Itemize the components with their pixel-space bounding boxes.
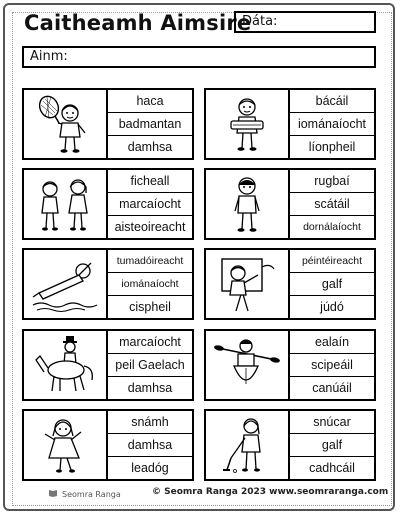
date-field[interactable] bbox=[234, 11, 376, 33]
word-option[interactable]: snúcar bbox=[290, 411, 374, 434]
boy-swimming-icon bbox=[24, 250, 108, 318]
word-option[interactable]: damhsa bbox=[127, 381, 173, 395]
word-options bbox=[108, 170, 192, 238]
word-option[interactable]: iománaíocht bbox=[290, 113, 374, 136]
word-option[interactable]: cadhcáil bbox=[309, 461, 355, 475]
activity-card-9 bbox=[22, 409, 194, 481]
activity-card-10 bbox=[204, 409, 376, 481]
word-option[interactable]: cispheil bbox=[129, 300, 171, 314]
word-option[interactable]: damhsa bbox=[127, 140, 173, 154]
boy-standing-icon bbox=[206, 170, 290, 238]
boy-baking-icon bbox=[206, 90, 290, 158]
word-option[interactable]: aisteoireacht bbox=[114, 220, 186, 234]
word-options bbox=[108, 90, 192, 158]
word-option[interactable]: marcaíocht bbox=[108, 331, 192, 354]
footer-logo-text: Seomra Ranga bbox=[62, 489, 121, 499]
word-option[interactable]: scipeáil bbox=[290, 354, 374, 377]
boy-painting-icon bbox=[206, 250, 290, 318]
footer-logo bbox=[48, 489, 121, 499]
footer-credit: © Seomra Ranga 2023 www.seomraranga.com bbox=[152, 487, 389, 497]
girl-dancing-icon bbox=[24, 411, 108, 479]
activity-card-1 bbox=[22, 88, 194, 160]
word-option[interactable]: péintéireacht bbox=[290, 250, 374, 273]
activity-card-7 bbox=[22, 329, 194, 401]
book-icon bbox=[48, 489, 58, 499]
word-option[interactable]: líonpheil bbox=[308, 140, 356, 154]
word-option[interactable]: dornálaíocht bbox=[303, 221, 361, 233]
activity-card-2 bbox=[204, 88, 376, 160]
word-option[interactable]: damhsa bbox=[108, 434, 192, 457]
two-kids-icon bbox=[24, 170, 108, 238]
word-option[interactable]: snámh bbox=[108, 411, 192, 434]
word-options bbox=[108, 331, 192, 399]
word-option[interactable]: galf bbox=[290, 434, 374, 457]
word-option[interactable]: rugbaí bbox=[290, 170, 374, 193]
worksheet-title: Caitheamh Aimsire bbox=[24, 11, 252, 35]
word-option[interactable]: iománaíocht bbox=[108, 273, 192, 296]
date-label: Dáta: bbox=[242, 14, 278, 29]
word-option[interactable]: tumadóireacht bbox=[108, 250, 192, 273]
activity-card-4 bbox=[204, 168, 376, 240]
word-options bbox=[290, 90, 374, 158]
word-option[interactable]: bácáil bbox=[290, 90, 374, 113]
activity-card-6 bbox=[204, 248, 376, 320]
girl-golfing-icon bbox=[206, 411, 290, 479]
word-options bbox=[290, 170, 374, 238]
boy-kayaking-icon bbox=[206, 331, 290, 399]
activity-card-8 bbox=[204, 329, 376, 401]
name-label: Ainm: bbox=[30, 49, 68, 64]
word-option[interactable]: peil Gaelach bbox=[108, 354, 192, 377]
girl-with-badminton-racket-icon bbox=[24, 90, 108, 158]
name-field[interactable] bbox=[22, 46, 376, 68]
activity-card-3 bbox=[22, 168, 194, 240]
word-options bbox=[108, 411, 192, 479]
word-option[interactable]: badmantan bbox=[108, 113, 192, 136]
activity-card-5 bbox=[22, 248, 194, 320]
word-option[interactable]: marcaíocht bbox=[108, 193, 192, 216]
word-option[interactable]: ficheall bbox=[108, 170, 192, 193]
word-options bbox=[290, 411, 374, 479]
word-options bbox=[290, 331, 374, 399]
girl-riding-horse-icon bbox=[24, 331, 108, 399]
word-option[interactable]: canúáil bbox=[312, 381, 352, 395]
word-option[interactable]: ealaín bbox=[290, 331, 374, 354]
word-option[interactable]: scátáil bbox=[290, 193, 374, 216]
word-options bbox=[108, 250, 192, 318]
word-option[interactable]: leadóg bbox=[131, 461, 169, 475]
word-option[interactable]: galf bbox=[290, 273, 374, 296]
word-option[interactable]: haca bbox=[108, 90, 192, 113]
word-options bbox=[290, 250, 374, 318]
word-option[interactable]: júdó bbox=[320, 300, 344, 314]
